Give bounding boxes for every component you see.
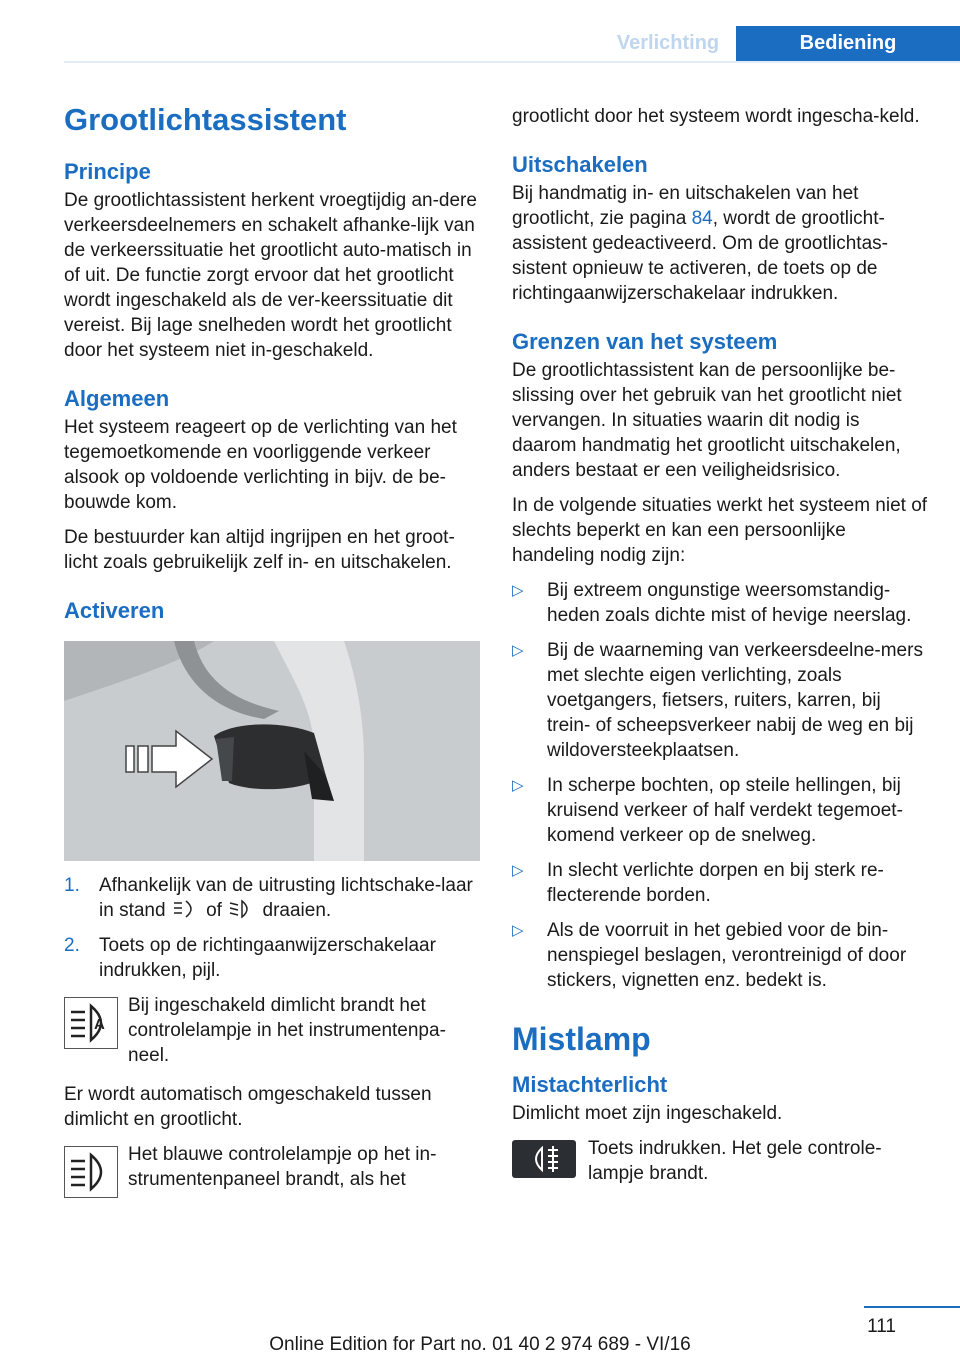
- list-item-text: In slecht verlichte dorpen en bij sterk re-flecterende borden.: [547, 860, 884, 906]
- list-item: [512, 638, 928, 763]
- note-1-text: Bij ingeschakeld dimlicht brandt het controlelampje in het instrumentenpa-neel.: [128, 995, 446, 1066]
- activation-steps: [64, 873, 480, 983]
- list-item: [512, 858, 928, 908]
- triangle-bullet-icon: ▷: [512, 642, 524, 659]
- heading-grenzen: Grenzen van het systeem: [512, 329, 778, 354]
- uitschakelen-text: [512, 181, 928, 306]
- lever-illustration: [64, 641, 480, 861]
- algemeen-text-1: Het systeem reageert op de verlichting van het tegemoetkomende en voorliggende verkeer alsook op voldoende verlichting in bijv. de be-bouwde kom.: [64, 417, 457, 513]
- step-1-text-b: draaien.: [262, 900, 332, 921]
- page-number-rule: [864, 1306, 960, 1308]
- grenzen-text-2: In de volgende situaties werkt het systeem niet of slechts beperkt en kan een persoonlijke handeling nodig zijn:: [512, 495, 928, 566]
- step-1: [64, 873, 480, 923]
- uitschakelen-text-a: Bij handmatig in- en uitschakelen van het grootlicht, zie pagina: [512, 183, 859, 229]
- turn-signal-lever-figure: [64, 641, 480, 861]
- list-item-text: Als de voorruit in het gebied voor de bin-nenspiegel beslagen, verontreinigd of door stickers, vignetten enz. bedekt is.: [547, 920, 907, 991]
- page-number: 111: [867, 1316, 896, 1337]
- svg-text:A: A: [94, 1016, 105, 1033]
- list-item-text: In scherpe bochten, op steile hellingen, bij kruisend verkeer of half verdekt tegemoet-komend verkeer op de snelweg.: [547, 775, 903, 846]
- principe-text: De grootlichtassistent herkent vroegtijdig an-dere verkeersdeelnemers en schakelt afhanke-lijk van de verkeerssituatie het grootlicht auto-matisch in of uit. De functie zorgt ervoor dat het grootlicht wordt ingeschakeld als de ver-keerssituatie dit vereist. Bij lage snelheden wordt het grootlicht door het systeem niet in-geschakeld.: [64, 190, 477, 361]
- grenzen-text-1: De grootlichtassistent kan de persoonlijke be-slissing over het gebruik van het grootlicht niet vervangen. In situaties waarin dit nodig is daarom handmatig het grootlicht uitschakelen, anders bestaat er een veiligheidsrisico.: [512, 360, 902, 481]
- step-number: 2.: [64, 935, 80, 956]
- fog-light-note: [512, 1136, 928, 1192]
- limitations-list: [512, 578, 928, 993]
- triangle-bullet-icon: ▷: [512, 862, 524, 879]
- indicator-note-2: [64, 1142, 480, 1198]
- list-item: [512, 918, 928, 993]
- step-2-text: Toets op de richtingaanwijzerschakelaar indrukken, pijl.: [99, 935, 436, 981]
- page-footer: [0, 1306, 960, 1362]
- triangle-bullet-icon: ▷: [512, 777, 524, 794]
- triangle-bullet-icon: ▷: [512, 582, 524, 599]
- step-1-text-a: Afhankelijk van de uitrusting lichtschake-laar in stand: [99, 875, 473, 921]
- high-beam-assist-indicator-icon: [64, 997, 118, 1049]
- left-column: [64, 96, 480, 1212]
- algemeen-text-2: De bestuurder kan altijd ingrijpen en het groot-licht zoals gebruikelijk zelf in- en uitschakelen.: [64, 527, 455, 573]
- list-item-text: Bij de waarneming van verkeersdeelne-mers met slechte eigen verlichting, zoals voetgangers, fietsers, ruiters, karren, bij trein- of scheepsverkeer nabij de weg en bij wildoversteekplaatsen.: [547, 640, 923, 761]
- note-2-text: Het blauwe controlelampje op het in-strumentenpaneel brandt, als het: [128, 1144, 437, 1190]
- header-rule: [64, 61, 960, 63]
- list-item: [512, 578, 928, 628]
- low-beam-icon: [227, 899, 257, 919]
- right-column: [512, 96, 928, 1206]
- rear-fog-light-button-icon: [512, 1140, 576, 1178]
- section-title-grootlichtassistent: Grootlichtassistent: [64, 102, 347, 137]
- page-link-84[interactable]: 84: [691, 208, 713, 229]
- triangle-bullet-icon: ▷: [512, 922, 524, 939]
- step-1-of: of: [206, 900, 222, 921]
- heading-activeren: Activeren: [64, 598, 165, 623]
- step-number: 1.: [64, 875, 80, 896]
- indicator-note-1: [64, 993, 480, 1068]
- fog-light-note-text: Toets indrukken. Het gele controle-lampje brandt.: [588, 1138, 882, 1184]
- tab-bediening[interactable]: Bediening: [736, 26, 960, 62]
- heading-algemeen: Algemeen: [64, 386, 170, 411]
- tab-verlichting[interactable]: Verlichting: [616, 32, 720, 54]
- list-item: [512, 773, 928, 848]
- continued-text: grootlicht door het systeem wordt ingescha-keld.: [512, 106, 920, 127]
- edition-footer: Online Edition for Part no. 01 40 2 974 689 - VI/16: [269, 1334, 691, 1355]
- heading-uitschakelen: Uitschakelen: [512, 152, 648, 177]
- step-2: [64, 933, 480, 983]
- page-header: [0, 0, 960, 64]
- mistlamp-text: Dimlicht moet zijn ingeschakeld.: [512, 1103, 783, 1124]
- list-item-text: Bij extreem ongunstige weersomstandig-heden zoals dichte mist of hevige neerslag.: [547, 580, 912, 626]
- high-beam-indicator-icon: [64, 1146, 118, 1198]
- heading-principe: Principe: [64, 159, 151, 184]
- section-title-mistlamp: Mistlamp: [512, 1021, 651, 1057]
- auto-light-icon: [171, 899, 201, 919]
- uitschakelen-text-b: , wordt de grootlicht-assistent gedeactiveerd. Om de grootlichtas-sistent opnieuw te activeren, de toets op de richtingaanwijzerschakelaar indrukken.: [512, 208, 888, 304]
- heading-mistachterlicht: Mistachterlicht: [512, 1072, 668, 1097]
- switch-text: Er wordt automatisch omgeschakeld tussen dimlicht en grootlicht.: [64, 1084, 432, 1130]
